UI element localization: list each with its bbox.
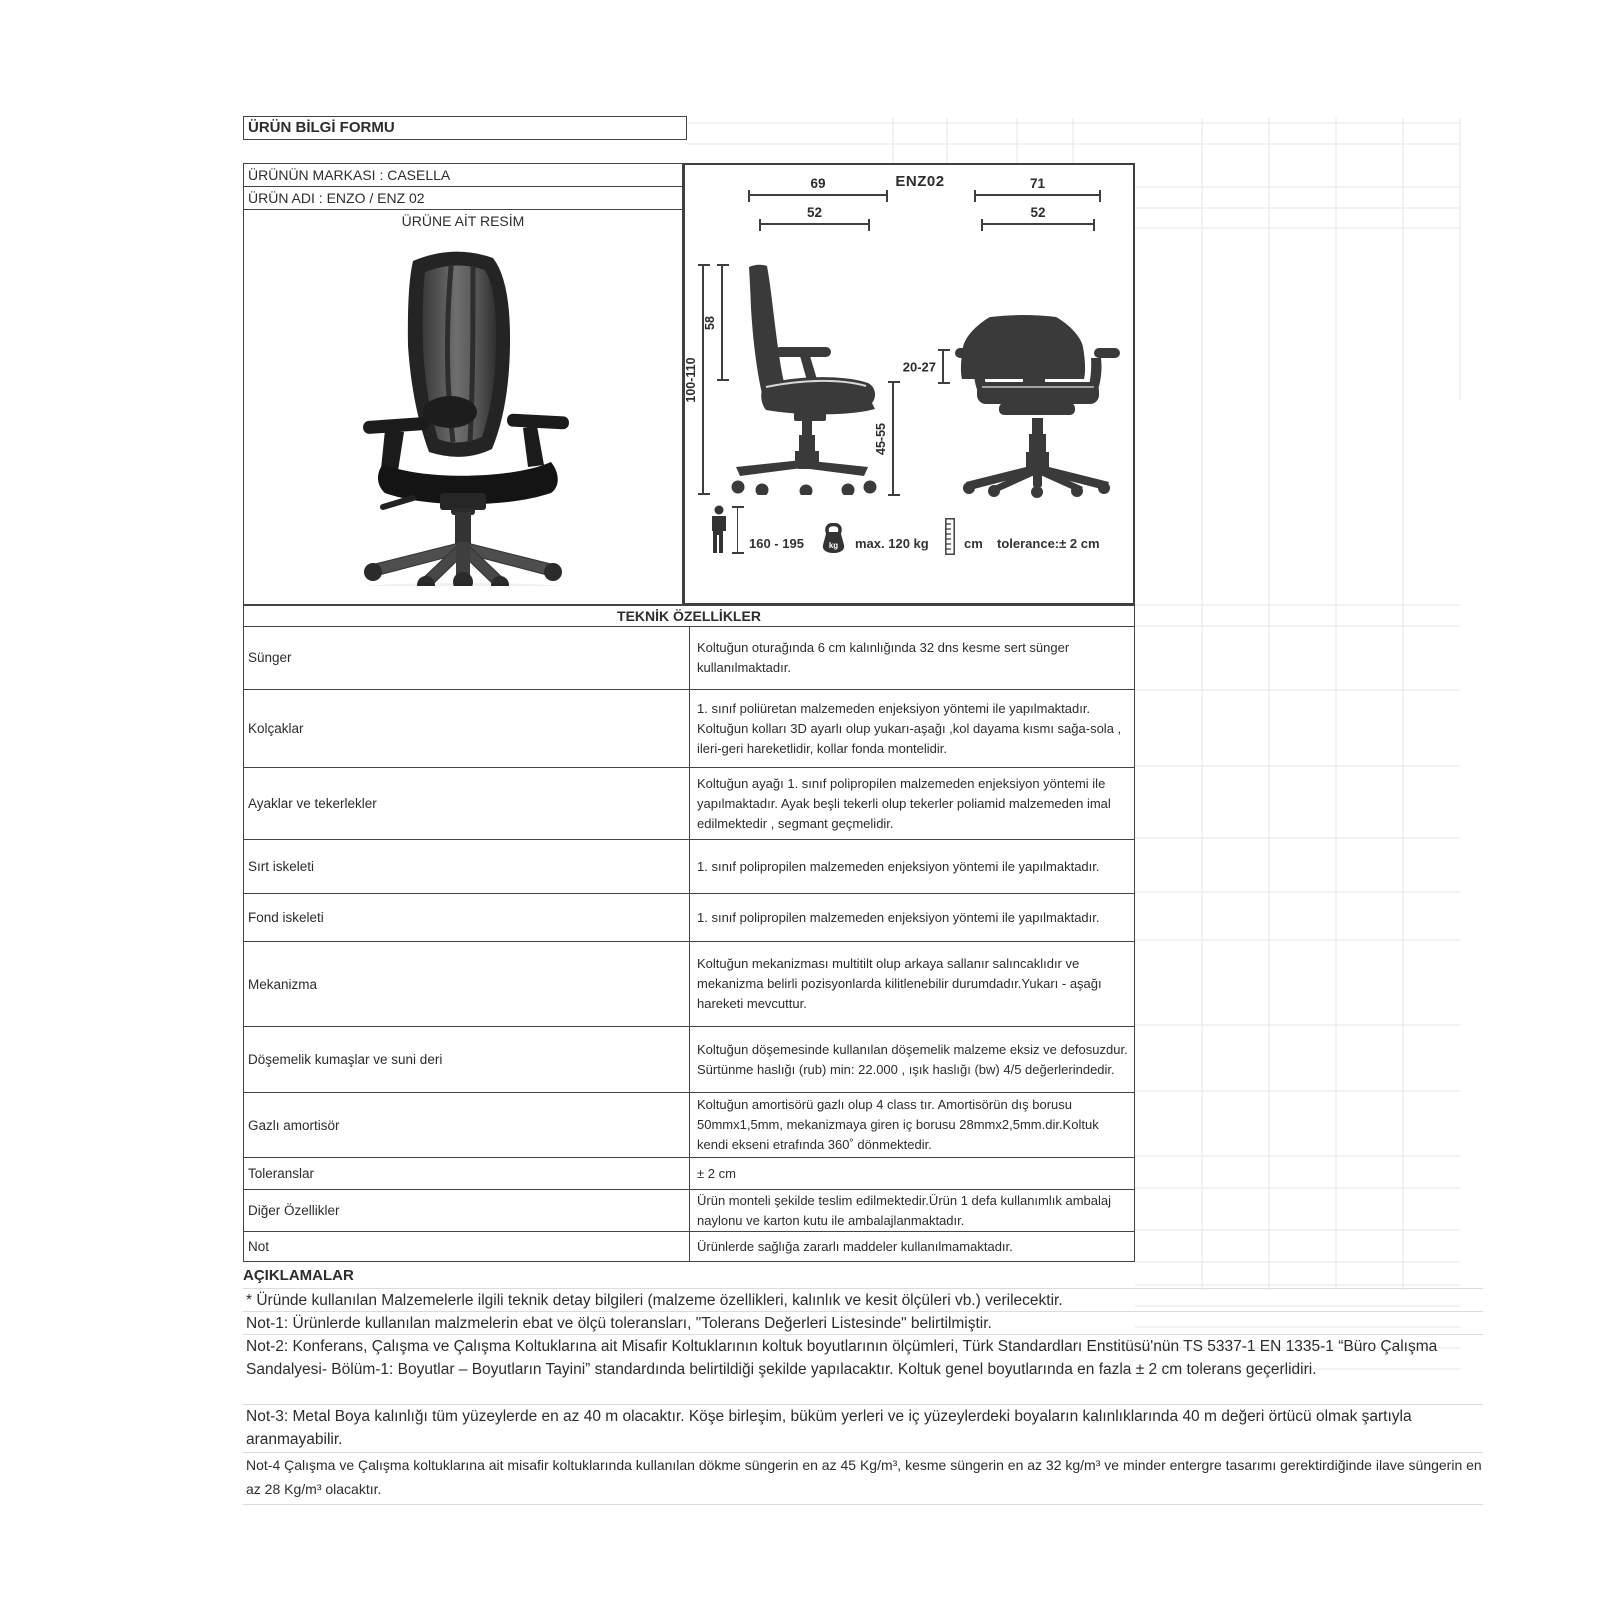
- spec-label: Not: [244, 1232, 690, 1261]
- spec-value: 1. sınıf poliüretan malzemeden enjeksiyon yöntemi ile yapılmaktadır. Koltuğun kolları 3D ayarlı olup yukarı-aşağı ,kol dayama kısmı sağa-sola , ileri-geri hareketlidir, kollar fonda montelidir.: [697, 700, 1122, 756]
- ruler-icon: [945, 518, 955, 555]
- table-row: [244, 840, 1134, 894]
- spec-value: Koltuğun ayağı 1. sınıf polipropilen malzemeden enjeksiyon yöntemi ile yapılmaktadır. Ayak beşli tekerli olup tekerler poliamid malzemeden imal edilmektedir , segmant geçmelidir.: [697, 775, 1111, 831]
- tech-specs-header: TEKNİK ÖZELLİKLER: [243, 605, 1135, 627]
- table-row: [244, 1158, 1134, 1190]
- spec-value: Koltuğun mekanizması multitilt olup arkaya sallanır salıncaklıdır ve mekanizma belirli pozisyonlarda kilitlenebilir durumdadır.Yukarı - aşağı hareketi mevcuttur.: [697, 956, 1102, 1011]
- spec-label: Diğer Özellikler: [244, 1190, 690, 1231]
- list-item: Not-1: Ürünlerde kullanılan malzmelerin ebat ve ölçü toleransları, "Tolerans Değerleri Listesinde" belirtilmiştir.: [243, 1312, 1483, 1335]
- model-code: ENZ02: [895, 173, 945, 190]
- list-item: Not-2: Konferans, Çalışma ve Çalışma Koltuklarına ait Misafir Koltuklarının koltuk boyutlarının ölçümleri, Türk Standardları Enstitüsü'nün TS 5337-1 EN 1335-1 “Büro Çalışma Sandalyesi- Bölüm-1: Boyutlar – Boyutların Tayini” standardında belirtildiği şekilde yapılacaktır. Koltuk genel boyutlarında en fazla ± 2 cm tolerans geçerlidiri.: [243, 1335, 1483, 1405]
- chair-photo-icon: [313, 236, 613, 586]
- dim-side-back-width: 69: [749, 194, 887, 196]
- dim-front-back-width: 71: [975, 194, 1100, 196]
- spec-value: Koltuğun oturağında 6 cm kalınlığında 32 dns kesme sert sünger kullanılmaktadır.: [697, 639, 1070, 675]
- dim-side-seat-depth: 52: [760, 223, 869, 225]
- person-measure-line: [737, 507, 738, 553]
- spec-label: Sünger: [244, 626, 690, 689]
- svg-text:kg: kg: [828, 541, 839, 550]
- spec-value: 1. sınıf polipropilen malzemeden enjeksiyon yöntemi ile yapılmaktadır.: [697, 909, 1100, 925]
- list-item: * Üründe kullanılan Malzemelerle ilgili teknik detay bilgileri (malzeme özellikleri, kalınlık ve kesit ölçüleri vb.) verilecektir.: [243, 1289, 1483, 1312]
- table-row: [244, 1190, 1134, 1232]
- notes-header: AÇIKLAMALAR: [243, 1264, 1483, 1289]
- dim-front-seat-width: 52: [982, 223, 1094, 225]
- weight-kg-icon: [821, 523, 846, 554]
- dim-seat-height: 45-55: [892, 382, 894, 495]
- spec-table: [243, 626, 1135, 1262]
- image-section-title: ÜRÜNE AİT RESİM: [401, 213, 525, 229]
- table-row: [244, 894, 1134, 942]
- max-load-label: max. 120 kg: [855, 536, 929, 551]
- table-row: [244, 1232, 1134, 1262]
- spec-label: Fond iskeleti: [244, 894, 690, 941]
- dimension-diagram: [683, 163, 1135, 605]
- spec-label: Kolçaklar: [244, 690, 690, 767]
- spec-value: Koltuğun amortisörü gazlı olup 4 class tır. Amortisörün dış borusu 50mmx1,5mm, mekanizmaya giren iç borusu 28mmx2,5mm.dir.Koltuk kendi ekseni etrafında 360˚ dönmektedir.: [697, 1097, 1099, 1152]
- spec-label: Gazlı amortisör: [244, 1093, 690, 1157]
- dim-backrest-height: 58: [721, 265, 723, 380]
- spec-value: Ürün monteli şekilde teslim edilmektedir.Ürün 1 defa kullanımlık ambalaj naylonu ve karton kutu ile ambalajlanmaktadır.: [697, 1192, 1112, 1228]
- spec-value: 1. sınıf polipropilen malzemeden enjeksiyon yöntemi ile yapılmaktadır.: [697, 858, 1100, 874]
- form-title: ÜRÜN BİLGİ FORMU: [243, 116, 687, 140]
- table-row: [244, 942, 1134, 1027]
- list-item: Not-3: Metal Boya kalınlığı tüm yüzeylerde en az 40 m olacaktır. Köşe birleşim, büküm yerleri ve iç yüzeylerdeki boyaların kalınlıklarında 40 m değeri örtücü olmak şartıyla aranmayabilir.: [243, 1405, 1483, 1453]
- table-row: [244, 1093, 1134, 1158]
- user-height-range: 160 - 195: [749, 536, 804, 551]
- table-row: [244, 690, 1134, 768]
- tolerance-label: tolerance:± 2 cm: [997, 536, 1100, 551]
- person-height-icon: [707, 505, 731, 555]
- brand-row: ÜRÜNÜN MARKASI : CASELLA: [244, 164, 682, 187]
- spec-value: Ürünlerde sağlığa zararlı maddeler kullanılmamaktadır.: [697, 1238, 1013, 1254]
- table-row: [244, 768, 1134, 840]
- notes-section: [243, 1264, 1483, 1505]
- spec-label: Toleranslar: [244, 1158, 690, 1189]
- product-name-row: ÜRÜN ADI : ENZO / ENZ 02: [244, 187, 682, 210]
- spec-value: Koltuğun döşemesinde kullanılan döşemelik malzeme eksiz ve defosuzdur. Sürtünme haslığı (rub) min: 22.000 , ışık haslığı (bw) 4/5 değerlerindedir.: [697, 1041, 1128, 1077]
- spec-value: ± 2 cm: [697, 1165, 736, 1181]
- product-info-box: [243, 163, 683, 605]
- chair-front-silhouette-icon: [950, 315, 1125, 499]
- list-item: Not-4 Çalışma ve Çalışma koltuklarına ait misafir koltuklarında kullanılan dökme süngerin en az 45 Kg/m³, kesme süngerin en az 32 kg/m³ ve minder entergre tasarımı gerektirdiğinde ilave süngerin en az 28 Kg/m³ olacaktır.: [243, 1453, 1483, 1505]
- unit-label: cm: [964, 536, 983, 551]
- dim-overall-height: 100-110: [702, 265, 704, 494]
- spec-label: Ayaklar ve tekerlekler: [244, 768, 690, 839]
- spec-label: Mekanizma: [244, 942, 690, 1026]
- spec-label: Döşemelik kumaşlar ve suni deri: [244, 1027, 690, 1092]
- spec-label: Sırt iskeleti: [244, 840, 690, 893]
- table-row: [244, 626, 1134, 690]
- dim-armrest-height: 20-27: [942, 350, 944, 383]
- chair-side-silhouette-icon: [730, 263, 880, 495]
- product-photo: [313, 236, 613, 591]
- table-row: [244, 1027, 1134, 1093]
